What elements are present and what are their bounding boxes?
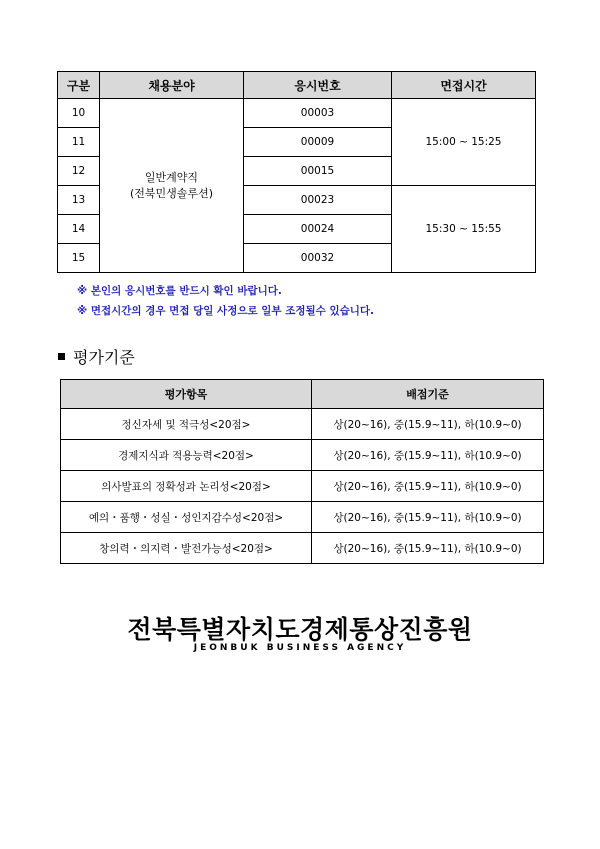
table-row [61, 409, 544, 440]
table-header-row [61, 380, 544, 409]
score-criteria: 상(20~16), 중(15.9~11), 하(10.9~0) [312, 502, 544, 533]
row-number: 12 [58, 157, 100, 186]
evaluation-item: 의사발표의 정확성과 논리성<20점> [61, 471, 312, 502]
exam-number: 00003 [244, 99, 392, 128]
row-number: 10 [58, 99, 100, 128]
table-row [61, 440, 544, 471]
table-row [58, 99, 536, 128]
field-line-2: (전북민생솔루션) [130, 186, 213, 200]
header-field: 채용분야 [100, 72, 244, 99]
section-title [58, 345, 135, 368]
row-number: 14 [58, 215, 100, 244]
square-bullet-icon [58, 353, 65, 360]
table-row [61, 471, 544, 502]
evaluation-item: 정신자세 및 적극성<20점> [61, 409, 312, 440]
header-evaluation-item: 평가항목 [61, 380, 312, 409]
notice-block [77, 281, 547, 321]
evaluation-criteria-table [60, 379, 544, 564]
notice-exam-number: ※ 본인의 응시번호를 반드시 확인 바랍니다. [77, 285, 282, 297]
notice-time-change: ※ 면접시간의 경우 면접 당일 사정으로 일부 조정될수 있습니다. [77, 305, 375, 317]
header-score-criteria: 배점기준 [312, 380, 544, 409]
recruit-field [100, 99, 244, 273]
score-criteria: 상(20~16), 중(15.9~11), 하(10.9~0) [312, 471, 544, 502]
section-title-text: 평가기준 [73, 348, 135, 367]
interview-time: 15:30 ~ 15:55 [392, 186, 536, 273]
exam-number: 00024 [244, 215, 392, 244]
row-number: 15 [58, 244, 100, 273]
agency-logo-korean: 전북특별자치도경제통상진흥원 [127, 615, 473, 644]
row-number: 13 [58, 186, 100, 215]
row-number: 11 [58, 128, 100, 157]
score-criteria: 상(20~16), 중(15.9~11), 하(10.9~0) [312, 533, 544, 564]
header-division: 구분 [58, 72, 100, 99]
evaluation-item: 예의・품행・성실・성인지감수성<20점> [61, 502, 312, 533]
exam-number: 00023 [244, 186, 392, 215]
agency-logo-english: JEONBUK BUSINESS AGENCY [193, 643, 407, 653]
score-criteria: 상(20~16), 중(15.9~11), 하(10.9~0) [312, 440, 544, 471]
score-criteria: 상(20~16), 중(15.9~11), 하(10.9~0) [312, 409, 544, 440]
header-exam-number: 응시번호 [244, 72, 392, 99]
table-row [61, 502, 544, 533]
header-interview-time: 면접시간 [392, 72, 536, 99]
exam-number: 00009 [244, 128, 392, 157]
field-line-1: 일반계약직 [144, 170, 199, 184]
exam-number: 00015 [244, 157, 392, 186]
exam-number: 00032 [244, 244, 392, 273]
interview-schedule-table [57, 71, 536, 273]
table-row [61, 533, 544, 564]
evaluation-item: 경제지식과 적용능력<20점> [61, 440, 312, 471]
interview-time: 15:00 ~ 15:25 [392, 99, 536, 186]
evaluation-item: 창의력・의지력・발전가능성<20점> [61, 533, 312, 564]
table-header-row [58, 72, 536, 99]
